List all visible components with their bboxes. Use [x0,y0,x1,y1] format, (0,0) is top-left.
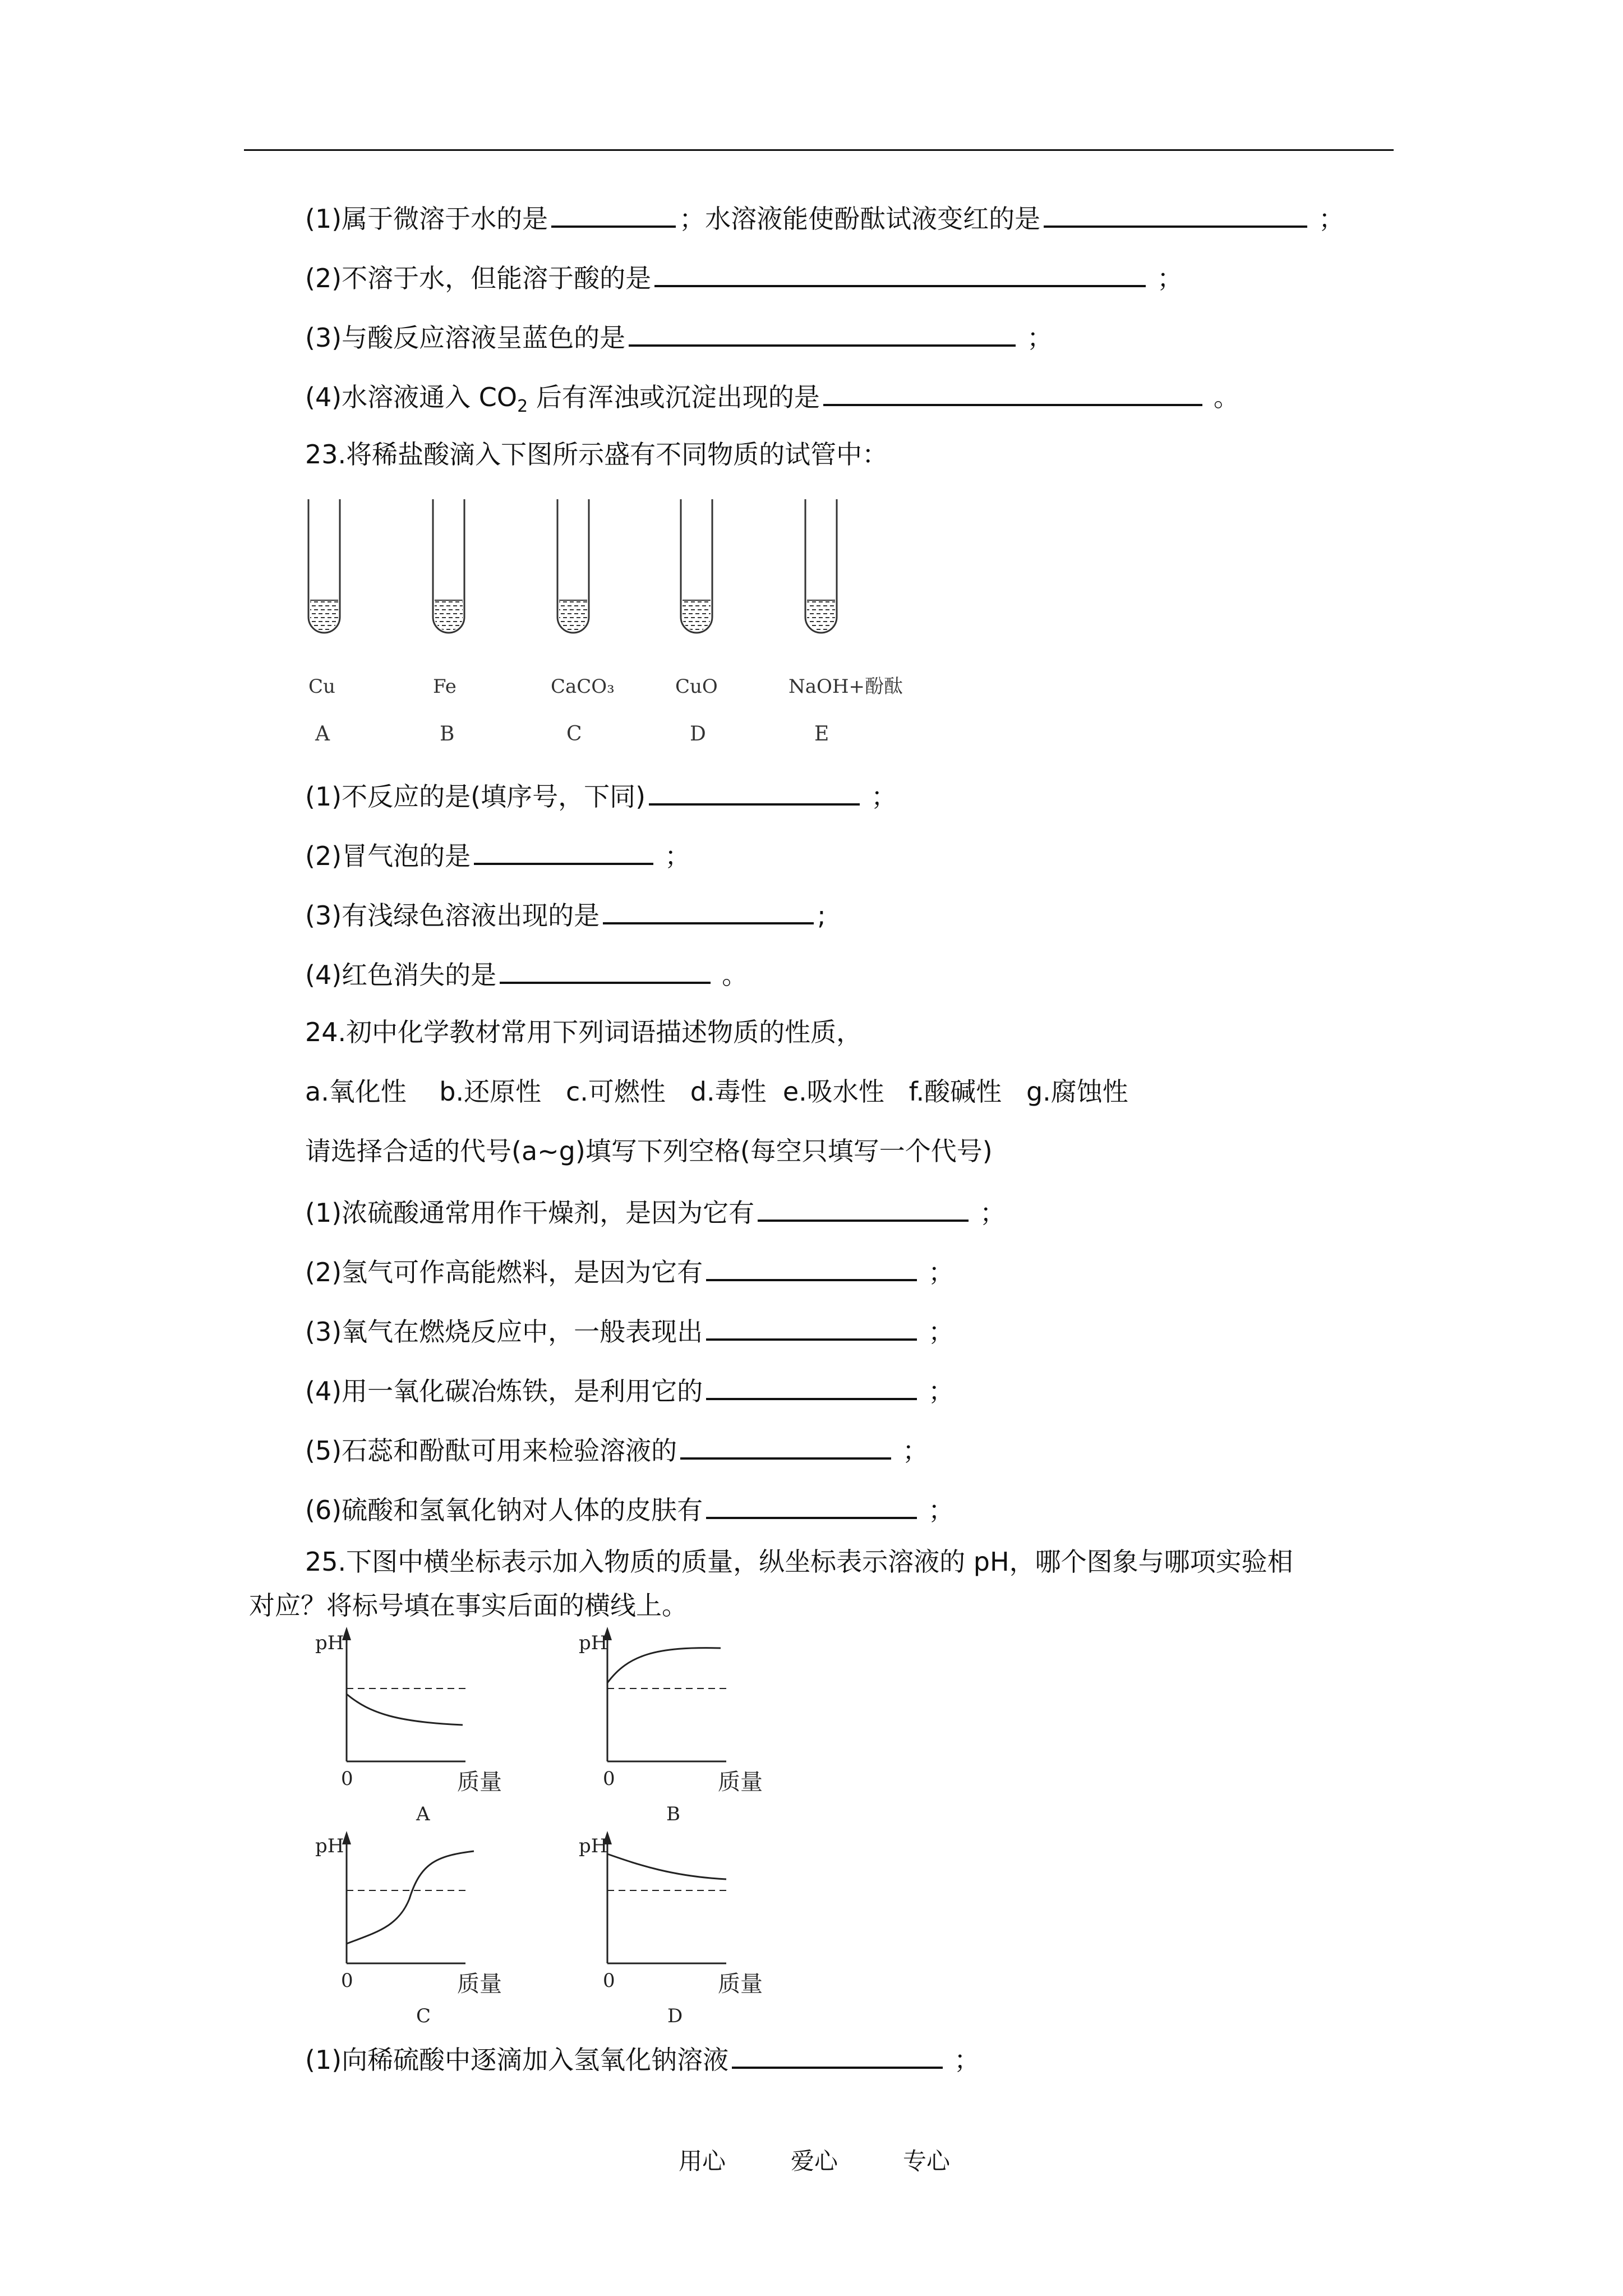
tube-substance-label: Fe [433,675,457,698]
q24-sub-2 [305,1253,954,1289]
graph-ylabel: pH [315,1632,344,1654]
ph-graphs-figure [303,1621,808,2036]
graph-letter: D [667,2005,683,2027]
q25-text [249,1540,1393,1627]
answer-blank[interactable] [732,2041,943,2069]
punctuation: ； [928,1376,955,1406]
punctuation: ； [928,1317,955,1347]
punctuation: ； [665,841,691,871]
graph-xlabel: 质量 [718,1769,763,1795]
q22-line1-text-b: ；水溶液能使酚酞试液变红的是 [679,204,1041,234]
ph-graph-a [315,1627,502,1825]
q23-sub-1 [305,777,897,813]
test-tubes-figure [292,494,942,752]
tube-substance-label: NaOH+酚酞 [789,675,903,698]
q23-sub3-text: (3)有浅绿色溶液出现的是 [305,900,600,931]
subscript: 2 [517,397,528,417]
q24-sub6-text: (6)硫酸和氢氧化钠对人体的皮肤有 [305,1495,703,1525]
tube-substance-label: CuO [675,675,718,698]
q24-title: 24.初中化学教材常用下列词语描述物质的性质， [305,1017,863,1047]
q23-sub1-text: (1)不反应的是(填序号，下同) [305,781,646,812]
q22-line-2 [305,259,1183,295]
footer-text-1: 用心 [679,2147,726,2175]
answer-blank[interactable] [629,319,1016,347]
punctuation: ； [954,2045,980,2075]
q22-line-3 [305,319,1053,355]
q24-options: a.氧化性 b.还原性 c.可燃性 d.毒性 e.吸水性 f.酸碱性 g.腐蚀性 [305,1076,1128,1107]
q25-text-line1: 25.下图中横坐标表示加入物质的质量，纵坐标表示溶液的 pH，哪个图象与哪项实验相 [305,1547,1293,1577]
ph-graph-c [315,1831,502,2027]
q22-line4-text-a: (4)水溶液通入 CO [305,382,518,412]
q24-instruction: 请选择合适的代号(a~g)填写下列空格(每空只填写一个代号) [305,1136,993,1166]
tube-letter: E [814,723,829,746]
q24-sub1-text: (1)浓硫酸通常用作干燥剂，是因为它有 [305,1198,755,1228]
footer-text-2: 爱心 [791,2147,838,2175]
graph-xlabel: 质量 [718,1971,763,1997]
answer-blank[interactable] [706,1253,917,1281]
punctuation: ； [928,1257,955,1287]
punctuation: ； [1027,323,1053,353]
graph-origin: 0 [341,1768,353,1790]
graph-origin: 0 [603,1768,615,1790]
q24-sub-4 [305,1372,954,1408]
q24-sub4-text: (4)用一氧化碳冶炼铁，是利用它的 [305,1376,703,1406]
graph-origin: 0 [603,1970,615,1992]
graph-xlabel: 质量 [457,1971,502,1997]
test-tube-a [308,499,340,633]
footer-text-3: 专心 [903,2147,951,2175]
q24-sub-1 [305,1194,1006,1230]
tube-letter: A [315,723,330,746]
answer-blank[interactable] [551,200,676,228]
graph-ylabel: pH [315,1835,344,1857]
q25-text-line2: 对应？将标号填在事实后面的横线上。 [249,1590,688,1621]
punctuation: ； [980,1198,1006,1228]
q23-sub-2 [305,837,690,873]
tube-letter: D [690,723,706,746]
test-tube-d [681,499,712,633]
ph-graph-d [579,1831,763,2027]
punctuation: 。 [1213,382,1239,412]
q23-title: 23.将稀盐酸滴入下图所示盛有不同物质的试管中： [305,439,888,470]
test-tube-c [557,499,589,633]
answer-blank[interactable] [758,1194,969,1222]
graph-xlabel: 质量 [457,1769,502,1795]
q24-sub2-text: (2)氢气可作高能燃料，是因为它有 [305,1257,703,1287]
q22-line1-text-a: (1)属于微溶于水的是 [305,204,548,234]
q22-line-1 [305,200,1344,236]
q24-sub3-text: (3)氧气在燃烧反应中，一般表现出 [305,1317,703,1347]
q23-sub-3 [305,896,826,932]
tube-letter: C [566,723,582,746]
q24-sub-3 [305,1313,954,1349]
tube-substance-label: CaCO₃ [551,675,615,698]
answer-blank[interactable] [654,259,1146,287]
header-rule [244,149,1394,151]
ph-graph-b [579,1627,763,1825]
answer-blank[interactable] [603,896,814,924]
punctuation: ； [1157,263,1183,293]
q24-sub-5 [305,1432,928,1467]
tube-substance-label: Cu [308,675,335,698]
answer-blank[interactable] [706,1372,917,1400]
answer-blank[interactable] [680,1432,891,1460]
tube-letter: B [440,723,455,746]
q23-sub2-text: (2)冒气泡的是 [305,841,471,871]
answer-blank[interactable] [500,956,711,984]
graph-letter: A [416,1803,430,1825]
punctuation: ； [928,1495,955,1525]
graph-ylabel: pH [579,1835,608,1857]
q23-sub4-text: (4)红色消失的是 [305,960,497,990]
answer-blank[interactable] [474,837,653,865]
answer-blank[interactable] [1044,200,1307,228]
q24-sub-6 [305,1491,954,1527]
q22-line-4 [305,378,1239,424]
punctuation: ； [871,781,897,812]
q22-line3-text: (3)与酸反应溶液呈蓝色的是 [305,323,626,353]
graph-ylabel: pH [579,1632,608,1654]
q24-sub5-text: (5)石蕊和酚酞可用来检验溶液的 [305,1435,677,1466]
q23-sub-4 [305,956,748,992]
answer-blank[interactable] [823,378,1202,406]
punctuation: ； [902,1435,929,1466]
q25-sub1-text: (1)向稀硫酸中逐滴加入氢氧化钠溶液 [305,2045,729,2075]
punctuation: ； [1318,204,1345,234]
q22-line2-text: (2)不溶于水，但能溶于酸的是 [305,263,652,293]
graph-origin: 0 [341,1970,353,1992]
answer-blank[interactable] [706,1491,917,1519]
answer-blank[interactable] [706,1313,917,1341]
test-tube-b [433,499,464,633]
graph-letter: C [416,2005,431,2027]
graph-letter: B [666,1803,680,1825]
q25-sub-1 [305,2041,980,2077]
answer-blank[interactable] [649,777,860,806]
test-tube-e [805,499,837,633]
punctuation: ; [817,900,826,931]
q22-line4-text-b: 后有浑浊或沉淀出现的是 [528,382,820,412]
punctuation: 。 [722,960,748,990]
